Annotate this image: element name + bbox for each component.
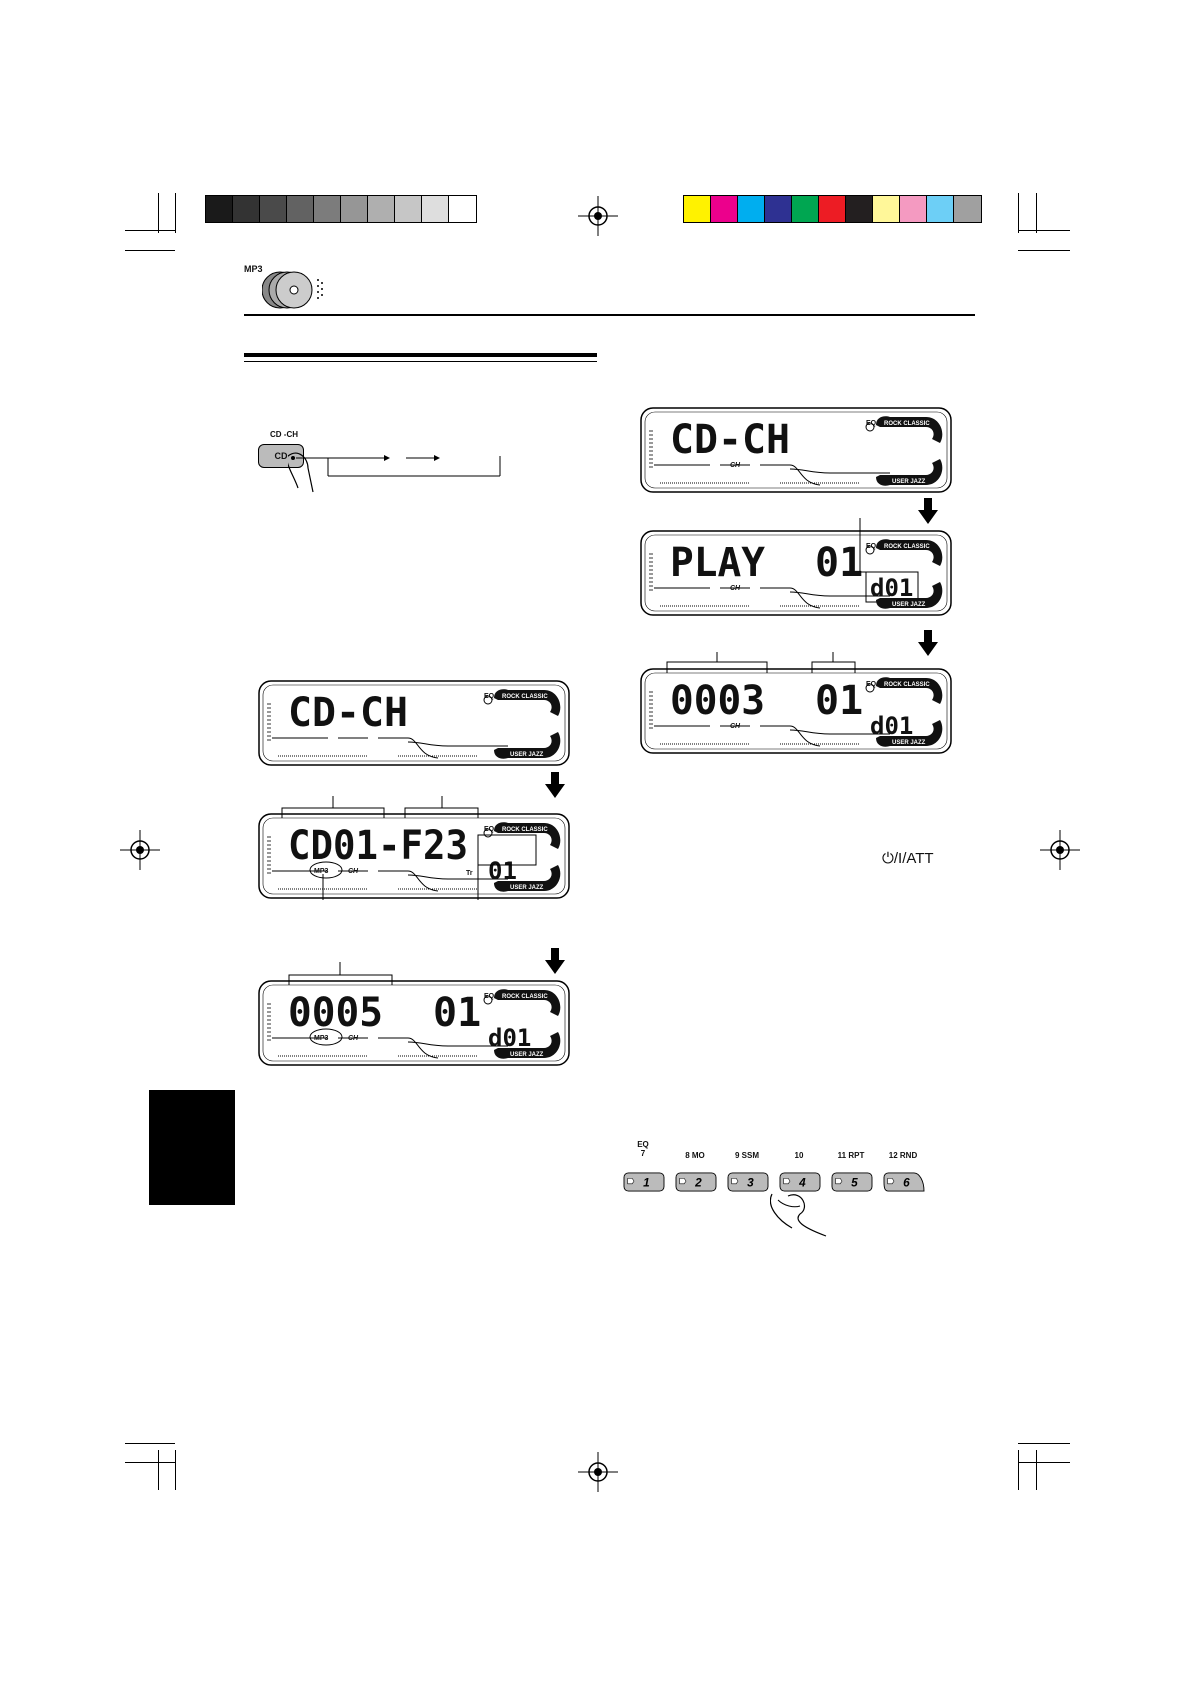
eq-label: EQ	[484, 693, 495, 700]
ch-tag: CH	[730, 585, 741, 592]
preset-number: 1	[643, 1175, 650, 1190]
lcd-number-text: 01	[433, 990, 482, 1036]
preset-label-bottom: 8 MO	[685, 1151, 705, 1160]
finger-icon	[770, 1192, 830, 1237]
mp3-label: MP3	[244, 264, 263, 274]
preset-label-bottom: 11 RPT	[837, 1151, 865, 1160]
lcd-main-text: CD01-F23	[288, 823, 468, 869]
lcd-number-text: 01	[815, 540, 864, 586]
preset-number: 3	[747, 1175, 754, 1190]
preset-label	[722, 1151, 772, 1160]
eq-rock-classic-label: ROCK CLASSIC	[502, 994, 548, 1000]
lcd-side-text: d01	[488, 1024, 532, 1052]
eq-label: EQ	[866, 681, 877, 688]
preset-label-bottom: 9 SSM	[734, 1151, 759, 1160]
eq-user-jazz-label: USER JAZZ	[510, 1052, 544, 1058]
preset-number: 6	[903, 1175, 910, 1190]
preset-button-3[interactable]	[726, 1172, 770, 1192]
preset-button-5[interactable]	[830, 1172, 874, 1192]
lcd-main-text: CD-CH	[288, 690, 408, 736]
preset-number: 2	[695, 1175, 702, 1190]
eq-rock-classic-label: ROCK CLASSIC	[884, 421, 930, 427]
eq-rock-classic-label: ROCK CLASSIC	[884, 544, 930, 550]
eq-user-jazz-label: USER JAZZ	[892, 479, 926, 485]
eq-rock-classic-label: ROCK CLASSIC	[502, 827, 548, 833]
eq-label: EQ	[484, 826, 495, 833]
lcd-side-text: d01	[870, 574, 914, 602]
preset-label-top: EQ	[637, 1140, 649, 1149]
ch-tag: CH	[730, 462, 741, 469]
eq-label: EQ	[866, 420, 877, 427]
preset-label	[826, 1151, 876, 1160]
lcd-main-text: 0003	[670, 678, 765, 724]
lcd-side-text: d01	[870, 712, 914, 740]
eq-user-jazz-label: USER JAZZ	[510, 885, 544, 891]
mp3-tag: MP3	[314, 868, 329, 875]
preset-label	[670, 1151, 720, 1160]
preset-number: 5	[851, 1175, 858, 1190]
eq-rock-classic-label: ROCK CLASSIC	[884, 682, 930, 688]
eq-user-jazz-label: USER JAZZ	[892, 602, 926, 608]
power-att-label: ⏻/I/ATT	[882, 850, 934, 867]
eq-user-jazz-label: USER JAZZ	[510, 752, 544, 758]
lcd-main-text: PLAY	[670, 540, 765, 586]
preset-button-6[interactable]	[882, 1172, 926, 1192]
preset-label	[878, 1151, 928, 1160]
tr-label: Tr	[466, 870, 473, 877]
lcd-main-text: 0005	[288, 990, 383, 1036]
eq-label: EQ	[866, 543, 877, 550]
preset-button-1[interactable]	[622, 1172, 666, 1192]
preset-button-2[interactable]	[674, 1172, 718, 1192]
eq-user-jazz-label: USER JAZZ	[892, 740, 926, 746]
cd-ch-label: CD -CH	[270, 430, 298, 439]
mp3-tag: MP3	[314, 1035, 329, 1042]
preset-label	[618, 1140, 668, 1158]
ch-tag: CH	[730, 723, 741, 730]
cd-button[interactable]: CD	[258, 444, 304, 468]
preset-number: 4	[799, 1175, 806, 1190]
lcd-side-text: 01	[488, 857, 517, 885]
lcd-main-text: CD-CH	[670, 417, 790, 463]
ch-tag: CH	[348, 1035, 359, 1042]
eq-rock-classic-label: ROCK CLASSIC	[502, 694, 548, 700]
preset-label-bottom: 7	[640, 1149, 646, 1158]
ch-tag: CH	[348, 868, 359, 875]
language-tab	[149, 1090, 235, 1205]
preset-label-bottom: 12 RND	[888, 1151, 918, 1160]
lcd-number-text: 01	[815, 678, 864, 724]
preset-label	[774, 1151, 824, 1160]
eq-label: EQ	[484, 993, 495, 1000]
preset-label-bottom: 10	[794, 1151, 804, 1160]
preset-button-4[interactable]	[778, 1172, 822, 1192]
